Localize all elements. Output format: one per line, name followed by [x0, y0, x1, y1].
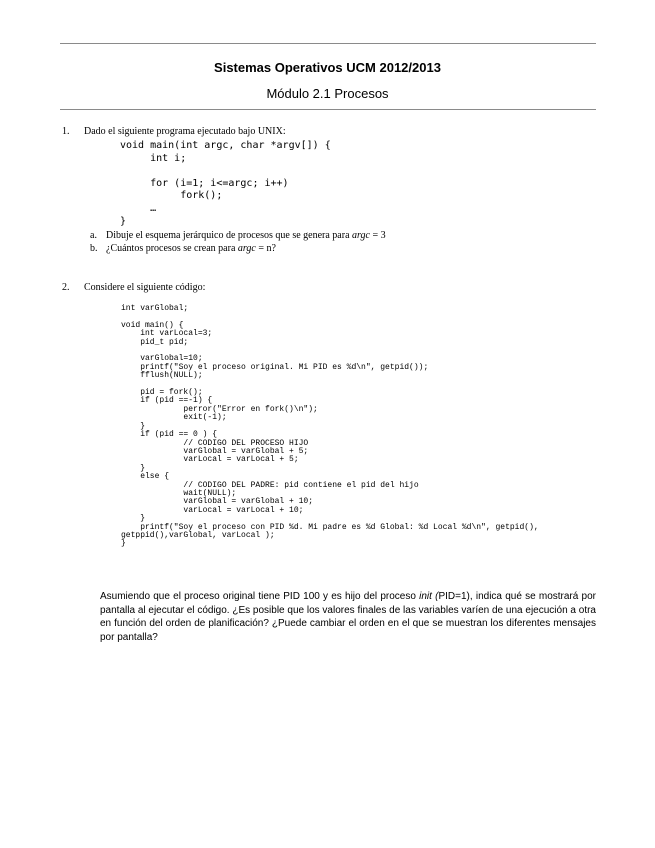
page-subtitle: Módulo 2.1 Procesos: [266, 86, 389, 101]
question-1-number: 1.: [62, 126, 70, 137]
question-1-item-b: [90, 243, 276, 254]
question-2-intro: Considere el siguiente código:: [84, 282, 206, 293]
header-rule: [60, 109, 596, 110]
item-text-end: = n?: [255, 243, 276, 254]
question-1-code: void main(int argc, char *argv[]) { int i; for (i=1; i<=argc; i++) fork(); … }: [120, 140, 331, 227]
item-text: Dibuje el esquema jerárquico de procesos que se genera para: [106, 230, 353, 241]
item-label: b.: [90, 243, 98, 254]
item-var: argc: [237, 243, 256, 254]
question-2-paragraph: [100, 590, 596, 644]
item-label: a.: [90, 230, 97, 241]
page-title: Sistemas Operativos UCM 2012/2013: [214, 60, 441, 75]
item-var: argc: [352, 230, 370, 241]
paragraph-end: PID=1), indica qué se mostrará por pantalla al ejecutar el código. ¿Es posible que los valores finales de las variables varíen de una ejecución a otra en función del orden de planificación? ¿Puede cambiar el orden en el que se muestran los diferentes mensajes por pantalla?: [100, 591, 596, 643]
item-text-end: = 3: [369, 230, 386, 241]
paragraph-italic: init (: [419, 591, 439, 602]
question-1-item-a: [90, 230, 386, 241]
item-text: ¿Cuántos procesos se crean para: [106, 243, 238, 254]
question-2-code: int varGlobal; void main() { int varLocal=3; pid_t pid; varGlobal=10; printf("Soy el proceso original. Mi PID es %d\n", getpid()); fflush(NULL); pid = fork(); if (pid ==-1) { perror("Error en fork()\n"); exit(-1); } if (pid == 0 ) { // CODIGO DEL PROCESO HIJO varGlobal = varGlobal + 5; varLocal = varLocal + 5; } else { // CODIGO DEL PADRE: pid contiene el pid del hijo wait(NULL); varGlobal = varGlobal + 10; varLocal = varLocal + 10; } printf("Soy el proceso con PID %d. Mi padre es %d Global: %d Local %d\n", getpid(), getppid(),varGlobal, varLocal ); }: [121, 304, 539, 549]
paragraph-start: Asumiendo que el proceso original tiene PID 100 y es hijo del proceso: [100, 591, 420, 602]
question-1-intro: Dado el siguiente programa ejecutado bajo UNIX:: [84, 126, 286, 137]
question-2-number: 2.: [62, 282, 70, 293]
top-rule: [60, 43, 596, 44]
